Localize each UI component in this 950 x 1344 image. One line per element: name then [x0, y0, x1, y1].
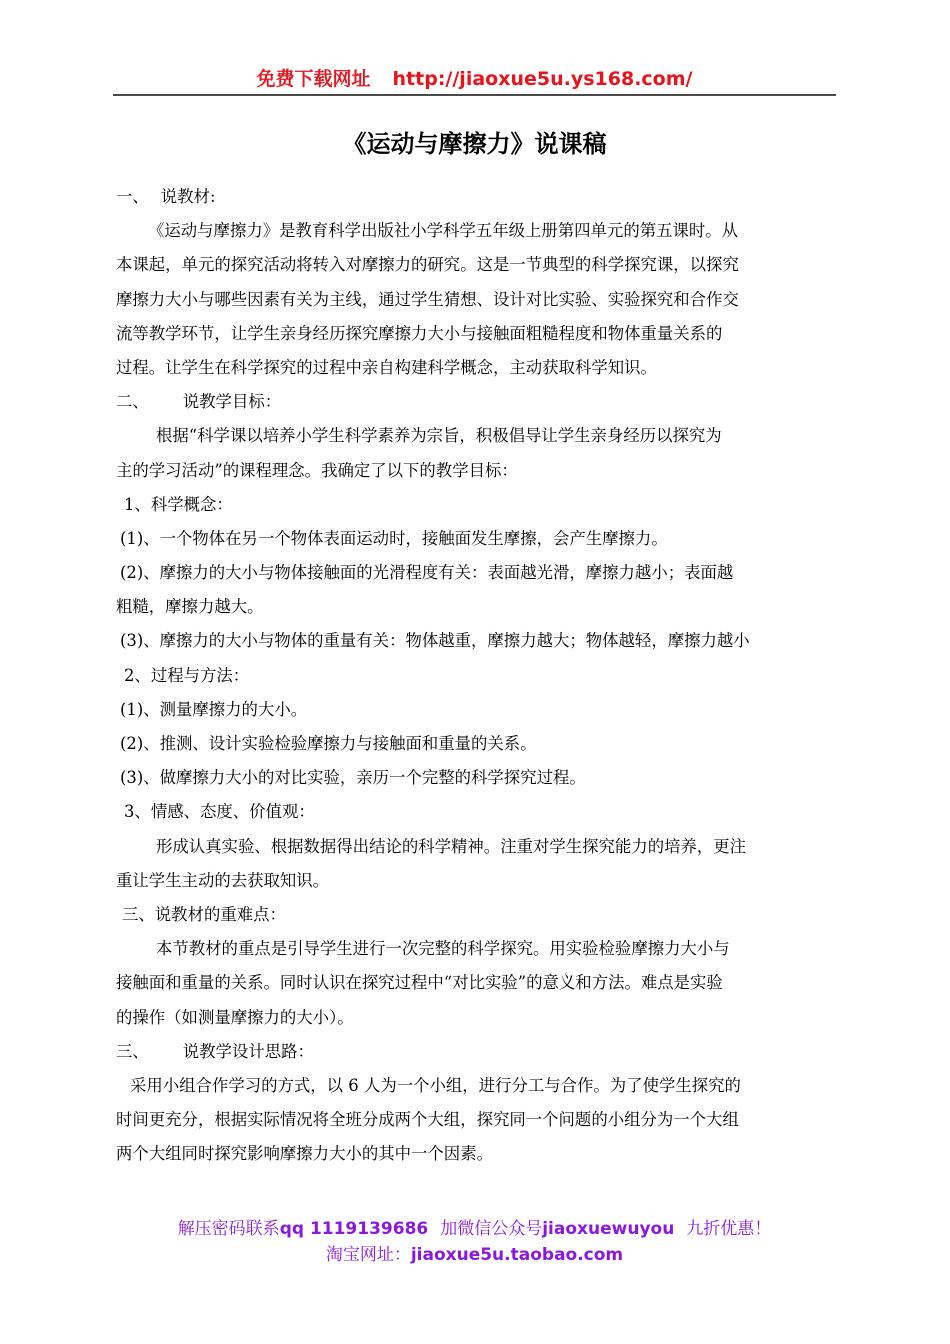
paragraph-line: 根据“科学课以培养小学生科学素养为宗旨，积极倡导让学生亲身经历以探究为 [156, 426, 722, 446]
heading-text: 说教学目标： [182, 392, 282, 412]
paragraph-line: 本节教材的重点是引导学生进行一次完整的科学探究。用实验检验摩擦力大小与 [156, 939, 730, 959]
section-heading-4 [116, 1035, 838, 1069]
goal-item: (2)、摩擦力的大小与物体接触面的光滑程度有关：表面越光滑，摩擦力越小；表面越 [120, 563, 734, 583]
paragraph-line: 过程。让学生在科学探究的过程中亲自构建科学概念，主动获取科学知识。 [116, 357, 657, 377]
footer-password-label: 解压密码联系 [177, 1219, 280, 1239]
document-title: 《运动与摩擦力》说课稿 [342, 130, 607, 158]
footer-discount-text: 九折优惠！ [686, 1219, 772, 1239]
footer-wechat-label: 加微信公众号 [440, 1219, 543, 1239]
header-divider [113, 94, 836, 96]
page-footer [113, 1216, 836, 1268]
page-header [113, 66, 836, 92]
footer-wechat-id: jiaoxuewuyou [542, 1219, 675, 1239]
footer-line-1 [113, 1216, 836, 1242]
footer-qq: qq 1119139686 [279, 1219, 429, 1239]
heading-number: 二、 [116, 392, 149, 412]
paragraph-line: 流等教学环节，让学生亲身经历探究摩擦力大小与接触面粗糙程度和物体重量关系的 [116, 323, 723, 343]
header-url-link[interactable]: http://jiaoxue5u.ys168.com/ [392, 68, 693, 90]
heading-text: 说教材: [160, 187, 216, 206]
heading-text: 说教学设计思路： [182, 1041, 314, 1061]
paragraph-line: 采用小组合作学习的方式，以 6 人为一个小组，进行分工与合作。为了使学生探究的 [130, 1075, 741, 1095]
goal-title-3: 3、情感、态度、价值观： [124, 802, 315, 822]
paragraph-line: 的操作（如测量摩擦力的大小）。 [116, 1007, 354, 1027]
paragraph-line: 主的学习活动”的课程理念。我确定了以下的教学目标： [116, 460, 518, 480]
section-heading-1 [116, 180, 838, 214]
paragraph-line: 本课起，单元的探究活动将转入对摩擦力的研究。这是一节典型的科学探究课，以探究 [116, 255, 739, 275]
paragraph-line: 《运动与摩擦力》是教育科学出版社小学科学五年级上册第四单元的第五课时。从 [148, 221, 739, 241]
goal-item-continued: 粗糙，摩擦力越大。 [116, 597, 264, 617]
footer-taobao-label: 淘宝网址： [325, 1245, 411, 1265]
paragraph-line: 重让学生主动的去获取知识。 [116, 870, 330, 890]
goal-title-2: 2、过程与方法： [124, 665, 250, 685]
paragraph-line: 摩擦力大小与哪些因素有关为主线，通过学生猜想、设计对比实验、实验探究和合作交 [116, 289, 739, 309]
goal-item: (1)、一个物体在另一个物体表面运动时，接触面发生摩擦，会产生摩擦力。 [120, 528, 668, 548]
goal-item: (1)、测量摩擦力的大小。 [120, 699, 308, 719]
footer-taobao-link[interactable]: jiaoxue5u.taobao.com [410, 1245, 624, 1265]
paragraph-line: 接触面和重量的关系。同时认识在探究过程中“对比实验”的意义和方法。难点是实验 [116, 973, 723, 993]
footer-line-2 [113, 1242, 836, 1268]
goal-item: (3)、做摩擦力大小的对比实验，亲历一个完整的科学探究过程。 [120, 768, 586, 788]
paragraph-line: 两个大组同时探究影响摩擦力大小的其中一个因素。 [116, 1144, 493, 1164]
section-heading-2 [116, 385, 838, 419]
heading-number: 一、 [116, 187, 149, 206]
paragraph-line: 时间更充分，根据实际情况将全班分成两个大组，探究同一个问题的小组分为一个大组 [116, 1110, 739, 1130]
section-heading-3: 三、说教材的重难点： [122, 904, 286, 924]
header-label: 免费下载网址 [256, 68, 371, 90]
goal-title-1: 1、科学概念： [124, 494, 233, 514]
goal-item: (2)、推测、设计实验检验摩擦力与接触面和重量的关系。 [120, 734, 537, 753]
paragraph-line: 形成认真实验、根据数据得出结论的科学精神。注重对学生探究能力的培养，更注 [156, 836, 747, 856]
heading-number: 三、 [116, 1041, 149, 1061]
document-body [116, 180, 838, 1171]
goal-item: (3)、摩擦力的大小与物体的重量有关：物体越重，摩擦力越大；物体越轻，摩擦力越小 [120, 631, 750, 651]
